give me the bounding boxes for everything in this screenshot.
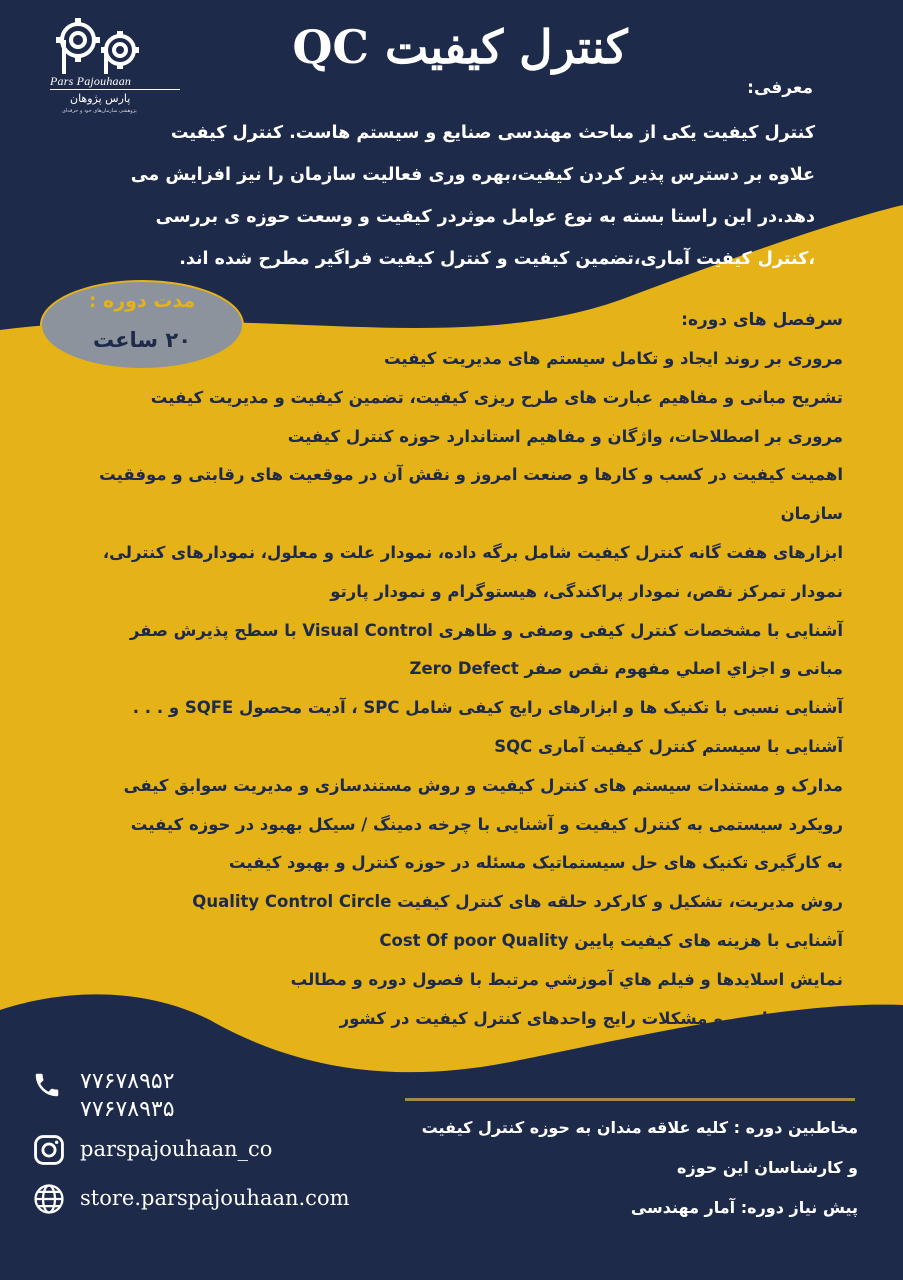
topic-item: نمودار تمرکز نقص، نمودار پراکندگی، هیستوگرام و نمودار پارتو xyxy=(330,581,843,601)
topic-item: مروری بر روند ایجاد و تکامل سیستم های مدیریت کیفیت xyxy=(383,349,843,368)
topic-item: رویکرد سیستمی به کنترل کیفیت و آشنایی با چرخه دمینگ / سیکل بهبود در حوزه کیفیت xyxy=(130,814,843,834)
topic-item: مدارک و مستندات سیستم های کنترل کیفیت و روش مستندسازی و مدیریت سوابق کیفی xyxy=(123,775,843,795)
logo-tagline: پژوهشی سازمان‌های خود و حرفه‌ای xyxy=(62,108,137,114)
company-logo xyxy=(50,14,180,114)
globe-icon xyxy=(32,1182,66,1216)
intro-line: دهد.در این راستا بسته به نوع عوامل موثردر کیفیت و وسعت حوزه ی بررسی xyxy=(155,207,815,227)
instagram-icon xyxy=(32,1133,66,1167)
topic-item: سازمان xyxy=(780,504,843,524)
intro-line: ،کنترل کیفیت آماری،تضمین کیفیت و کنترل کیفیت فراگیر مطرح شده اند. xyxy=(179,249,815,269)
section-divider xyxy=(405,1098,855,1101)
topic-item: به کارگیری تکنیک های حل سیستماتیک مسئله در حوزه کنترل و بهبود کیفیت xyxy=(228,853,843,873)
instagram-handle[interactable]: parspajouhaan_co xyxy=(80,1137,273,1161)
intro-line: کنترل کیفیت یکی از مباحث مهندسی صنایع و سیستم هاست. کنترل کیفیت xyxy=(170,123,815,143)
intro-line: علاوه بر دسترس پذیر کردن کیفیت،بهره وری فعالیت سازمان را نیز افزایش می xyxy=(130,165,815,185)
website-url[interactable]: store.parspajouhaan.com xyxy=(80,1186,350,1210)
logo-english-name: Pars Pajouhaan xyxy=(50,74,180,90)
logo-persian-name: پارس پژوهان xyxy=(70,92,131,105)
intro-body xyxy=(95,112,815,280)
topic-item: تشریح مبانی و مفاهیم عبارت های طرح ریزی کیفیت، تضمین کیفیت و مدیریت کیفیت xyxy=(150,387,843,407)
audience-line: مخاطبین دوره : کلیه علاقه مندان به حوزه کنترل کیفیت xyxy=(421,1118,858,1137)
topics-heading: سرفصل های دوره: xyxy=(681,310,843,330)
topics-list xyxy=(83,340,843,1038)
topic-item: مروری بر اصطلاحات، واژگان و مفاهیم استاندارد حوزه کنترل کیفیت xyxy=(287,426,843,446)
topic-item: اهمیت کیفیت در کسب و کارها و صنعت امروز و نقش آن در موقعیت های رقابتی و موفقیت xyxy=(99,465,843,485)
gear-logo-icon xyxy=(50,14,180,74)
phone-number[interactable]: ۷۷۶۷۸۹۳۵ xyxy=(80,1097,175,1122)
intro-heading: معرفی: xyxy=(747,78,813,98)
topic-item: نمایش اسلایدها و فیلم هاي آموزشي مرتبط با فصول دوره و مطالب xyxy=(290,969,843,989)
duration-value: ۲۰ ساعت xyxy=(92,328,192,352)
audience-line: و کارشناسان این حوزه xyxy=(677,1158,858,1177)
prerequisite-line: پیش نیاز دوره: آمار مهندسی xyxy=(630,1198,858,1217)
duration-label: مدت دوره : xyxy=(88,290,196,312)
topic-item: آسیب شناسی و مشکلات رایج واحدهای کنترل کیفیت در کشور xyxy=(339,1008,843,1028)
audience-section xyxy=(388,1108,858,1228)
phone-number[interactable]: ۷۷۶۷۸۹۵۲ xyxy=(80,1069,175,1094)
topic-item: آشنایی با هزینه های کیفیت پایین Cost Of poor Quality xyxy=(379,930,843,950)
phone-icon xyxy=(32,1070,62,1100)
topic-item: مبانی و اجزاي اصلي مفهوم نقص صفر Zero Defect xyxy=(409,659,843,679)
topic-item: ابزارهای هفت گانه کنترل کیفیت شامل برگه داده، نمودار علت و معلول، نمودارهای کنترلی، xyxy=(102,542,843,562)
topic-item: روش مدیریت، تشکیل و کارکرد حلقه های کنترل کیفیت Quality Control Circle xyxy=(192,892,843,912)
topic-item: آشنایی با مشخصات کنترل کیفی وصفی و ظاهری Visual Control با سطح پذیرش صفر xyxy=(129,620,843,640)
page-title: کنترل کیفیت QC xyxy=(292,20,628,74)
topic-item: آشنایی نسبی با تکنیک ها و ابزارهای رایج کیفی شامل SPC ، آدیت محصول SQFE و . . . xyxy=(132,698,843,718)
topic-item: آشنایی با سیستم کنترل کیفیت آماری SQC xyxy=(494,736,843,756)
